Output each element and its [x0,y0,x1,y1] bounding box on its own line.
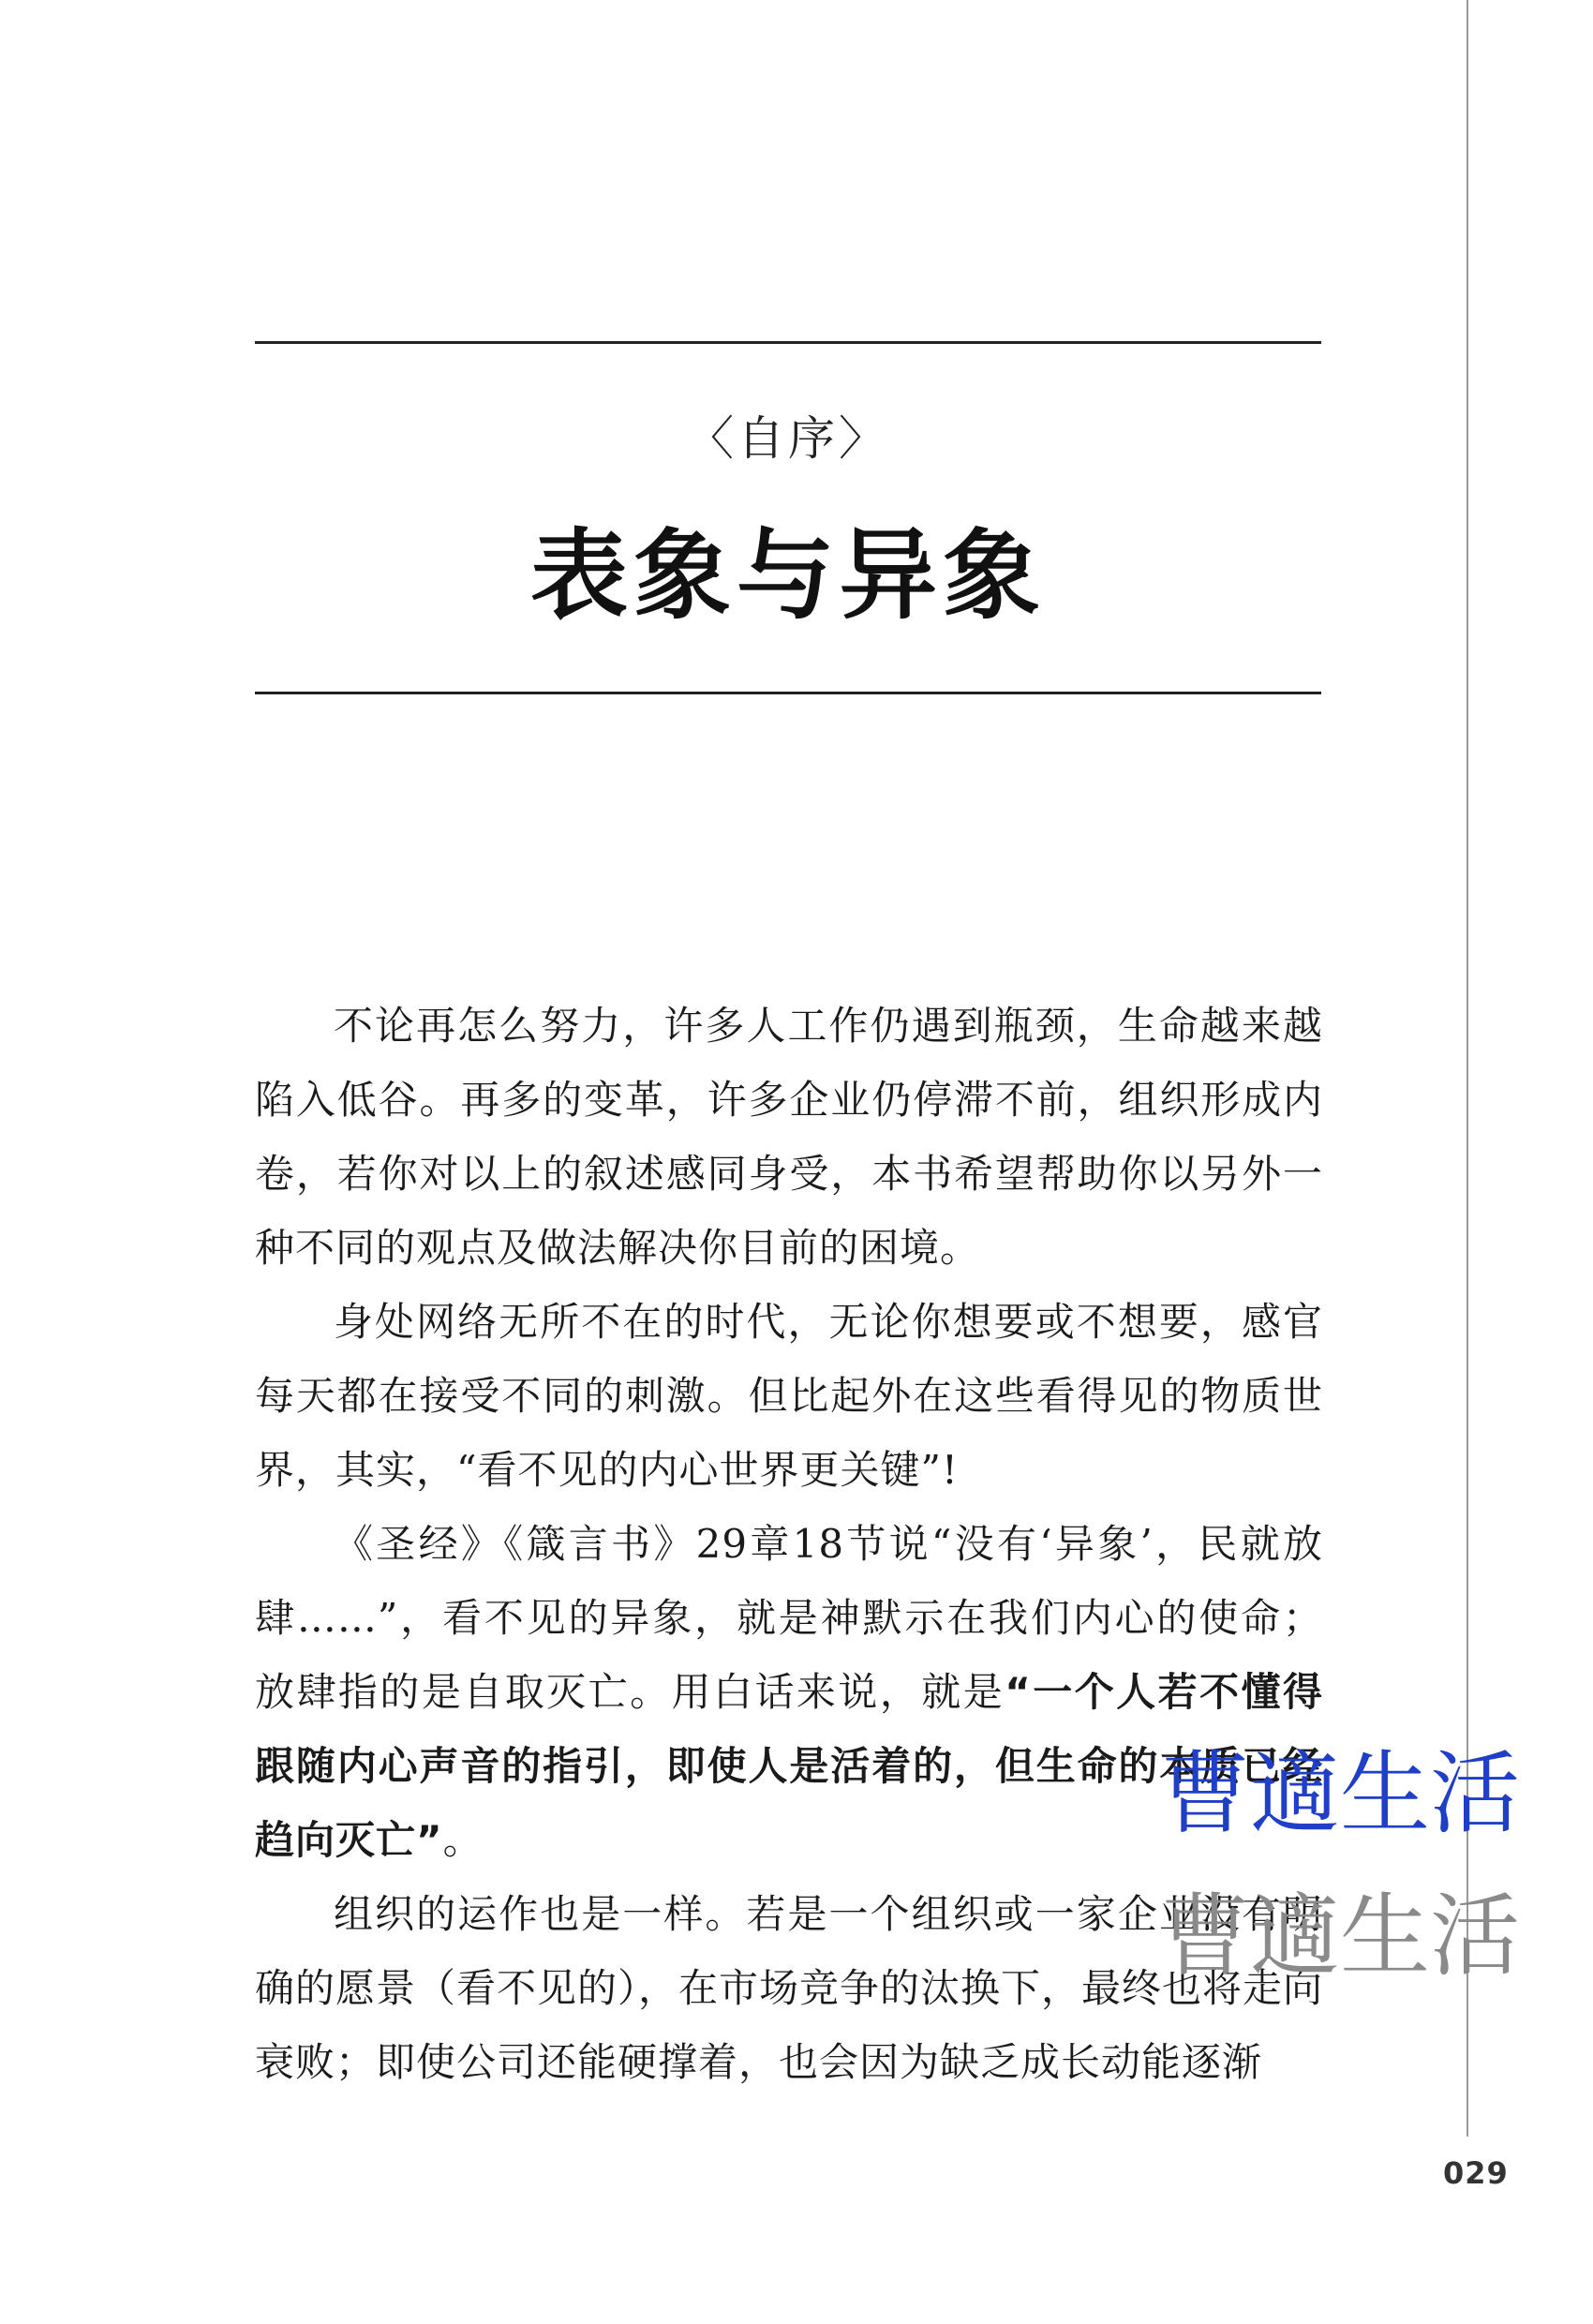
paragraph-3-emphasis: “一个人若不懂得跟随内心声音的指引，即使人是活着的，但生命的本质已经趋向灭亡” [255,1669,1323,1863]
chapter-title: 表象与异象 [529,517,1046,633]
paragraph-3-lead: 《圣经》《箴言书》29章18节说“没有‘异象’，民就放肆……”，看不见的异象，就是神默示在我们内心的使命；放肆指的是自取灭亡。用白话来说，就是 [255,1521,1323,1715]
paragraph-1: 不论再怎么努力，许多人工作仍遇到瓶颈，生命越来越陷入低谷。再多的变革，许多企业仍停滞不前，组织形成内卷，若你对以上的叙述感同身受，本书希望帮助你以另外一种不同的观点及做法解决你目前的困境。 [255,1003,1323,1271]
title-top-rule [255,341,1321,344]
paragraph-4: 组织的运作也是一样。若是一个组织或一家企业没有明确的愿景（看不见的），在市场竞争的汰换下，最终也将走向衰败；即使公司还能硬撑着，也会因为缺乏成长动能逐渐 [255,1891,1324,2085]
title-bottom-rule [255,692,1321,694]
watermark-blue: 曹適生活 [1160,1741,1520,1846]
chapter-subtitle: 〈自序〉 [687,411,889,466]
paragraph-3-end: 。 [442,1817,484,1863]
watermark-gray: 曹適生活 [1160,1884,1520,1989]
paragraph-2: 身处网络无所不在的时代，无论你想要或不想要，感官每天都在接受不同的刺激。但比起外在这些看得见的物质世界，其实，“看不见的内心世界更关键”! [255,1299,1323,1493]
page-number: 029 [1443,2155,1509,2191]
